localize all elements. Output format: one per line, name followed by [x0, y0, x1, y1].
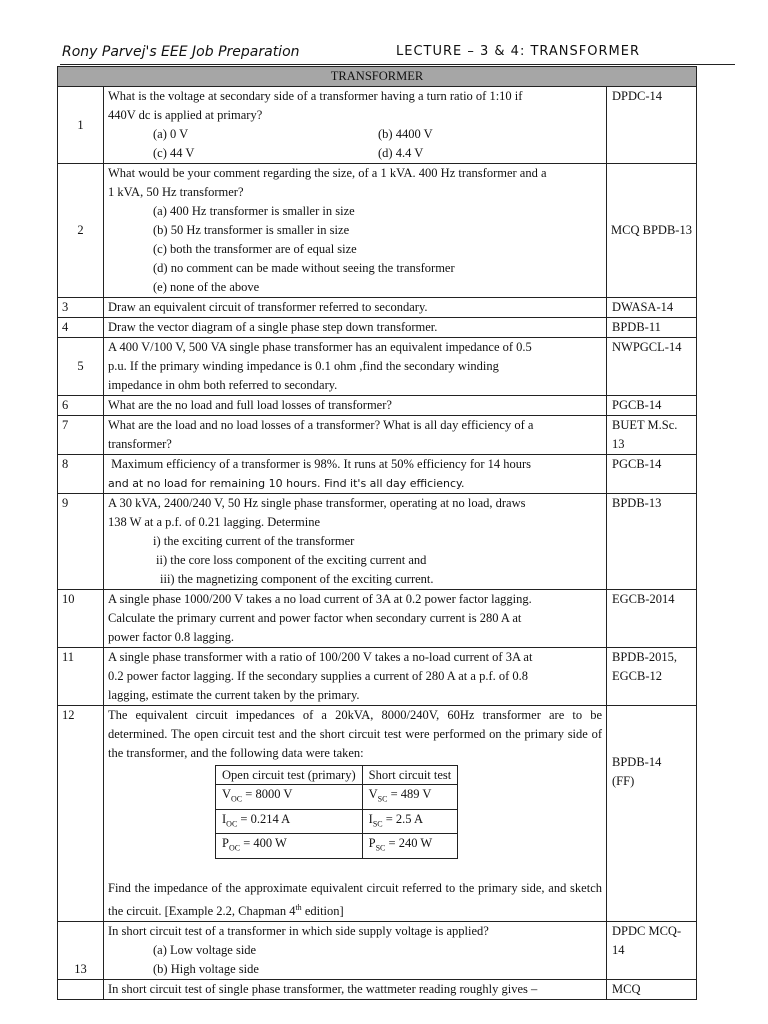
question-number: 1 [58, 87, 104, 164]
question-text [104, 338, 607, 396]
question-number: 6 [58, 396, 104, 416]
table-row [58, 87, 697, 164]
option: (d) no comment can be made without seeing the transformer [153, 261, 455, 275]
question-number [58, 979, 104, 999]
question-text [104, 494, 607, 590]
option-grid [108, 125, 602, 163]
question-text: In short circuit test of single phase transformer, the wattmeter reading roughly gives – [104, 979, 607, 999]
question-source [607, 648, 697, 706]
sub-part: i) the exciting current of the transformer [153, 534, 355, 548]
question-source: MCQ BPDB-13 [607, 164, 697, 298]
option: (a) 400 Hz transformer is smaller in size [153, 204, 355, 218]
question-source: BPDB-13 [607, 494, 697, 590]
option: (a) Low voltage side [153, 942, 257, 957]
table-title: TRANSFORMER [58, 67, 697, 87]
question-line: Calculate the primary current and power factor when secondary current is 280 A at [108, 611, 522, 625]
question-text [104, 921, 607, 979]
question-line: 138 W at a p.f. of 0.21 lagging. Determine [108, 515, 320, 529]
table-row [58, 455, 697, 494]
header-author: Rony Parvej's EEE Job Preparation [62, 44, 300, 60]
question-text [104, 590, 607, 648]
source-line: (FF) [612, 774, 635, 789]
question-line: A 30 kVA, 2400/240 V, 50 Hz single phase transformer, operating at no load, draws [108, 496, 526, 510]
question-text [104, 87, 607, 164]
sub-part: ii) the core loss component of the exciting current and [156, 553, 427, 567]
question-text: Draw an equivalent circuit of transformer referred to secondary. [104, 298, 607, 318]
question-line: impedance in ohm both referred to secondary. [108, 378, 338, 392]
question-number: 13 [58, 921, 104, 979]
question-source: PGCB-14 [607, 455, 697, 494]
question-line: 1 kVA, 50 Hz transformer? [108, 185, 244, 199]
test-cell: $I_{OC} = 0.214$ A [216, 809, 363, 834]
table-row [58, 706, 697, 922]
question-number: 4 [58, 318, 104, 338]
question-text [104, 706, 607, 922]
question-source: NWPGCL-14 [607, 338, 697, 396]
option: (c) both the transformer are of equal size [153, 242, 357, 256]
question-line: A single phase transformer with a ratio of 100/200 V takes a no-load current of 3A at [108, 650, 533, 664]
option: (b) 4400 V [378, 127, 433, 141]
table-row [58, 318, 697, 338]
question-line: A 400 V/100 V, 500 VA single phase transformer has an equivalent impedance of 0.5 [108, 340, 532, 354]
option: (c) 44 V [153, 146, 195, 160]
question-line: power factor 0.8 lagging. [108, 630, 235, 644]
source-line: BPDB-2015, [612, 650, 677, 664]
question-number: 2 [58, 164, 104, 298]
question-number: 7 [58, 416, 104, 455]
option: (e) none of the above [153, 280, 260, 294]
question-number: 9 [58, 494, 104, 590]
test-cell: $P_{OC} = 400$ W [216, 834, 363, 859]
test-header: Open circuit test (primary) [216, 766, 363, 785]
question-text [104, 648, 607, 706]
question-line: Maximum efficiency of a transformer is 98%. It runs at 50% efficiency for 14 hours [108, 457, 532, 471]
question-line: What is the voltage at secondary side of a transformer having a turn ratio of 1:10 if [108, 89, 523, 103]
table-row [58, 648, 697, 706]
test-cell: $P_{SC} = 240$ W [362, 834, 458, 859]
question-source: BPDB-11 [607, 318, 697, 338]
test-cell: $V_{OC} = 8000$ V [216, 785, 363, 810]
sub-part: iii) the magnetizing component of the exciting current. [160, 572, 434, 586]
question-line: In short circuit test of a transformer in which side supply voltage is applied? [108, 923, 489, 938]
question-number: 5 [58, 338, 104, 396]
question-source [607, 706, 697, 922]
table-row [58, 164, 697, 298]
question-source: PGCB-14 [607, 396, 697, 416]
question-text [104, 416, 607, 455]
question-number: 3 [58, 298, 104, 318]
page-header [60, 40, 735, 65]
question-source: EGCB-2014 [607, 590, 697, 648]
question-line: p.u. If the primary winding impedance is 0.1 ohm ,find the secondary winding [108, 359, 499, 373]
source-line: BPDB-14 [612, 755, 662, 770]
test-header: Short circuit test [362, 766, 458, 785]
table-title-row [58, 67, 697, 87]
question-line: What would be your comment regarding the size, of a 1 kVA. 400 Hz transformer and a [108, 166, 547, 180]
question-line: 440V dc is applied at primary? [108, 108, 263, 122]
source-line: EGCB-12 [612, 669, 662, 683]
test-data-table [215, 765, 458, 859]
test-cell: $I_{SC} = 2.5$ A [362, 809, 458, 834]
question-number: 8 [58, 455, 104, 494]
question-line: A single phase 1000/200 V takes a no load current of 3A at 0.2 power factor lagging. [108, 592, 532, 606]
question-line: What are the load and no load losses of a transformer? What is all day efficiency of a [108, 418, 534, 432]
question-intro: The equivalent circuit impedances of a 20kVA, 8000/240V, 60Hz transformer are to be determined. The open circuit test and the short circuit test were performed on the primary side of the transformer, and the following data were taken: [108, 708, 602, 760]
table-row [58, 979, 697, 999]
question-line: transformer? [108, 437, 172, 451]
question-number: 10 [58, 590, 104, 648]
table-row [58, 416, 697, 455]
option: (d) 4.4 V [378, 146, 424, 160]
table-row [58, 338, 697, 396]
question-line: and at no load for remaining 10 hours. Find it's all day efficiency. [108, 477, 465, 490]
question-line: lagging, estimate the current taken by the primary. [108, 688, 360, 702]
question-line: 0.2 power factor lagging. If the secondary supplies a current of 280 A at a p.f. of 0.8 [108, 669, 529, 683]
table-row [58, 590, 697, 648]
question-text: Draw the vector diagram of a single phase step down transformer. [104, 318, 607, 338]
header-lecture-title: LECTURE – 3 & 4: TRANSFORMER [396, 44, 640, 59]
test-cell: $V_{SC} = 489$ V [362, 785, 458, 810]
question-text [104, 164, 607, 298]
question-number: 12 [58, 706, 104, 922]
table-row [58, 494, 697, 590]
table-row [58, 298, 697, 318]
table-row [58, 921, 697, 979]
option: (b) High voltage side [153, 961, 259, 976]
question-source: DWASA-14 [607, 298, 697, 318]
table-row [58, 396, 697, 416]
question-source: DPDC MCQ-14 [607, 921, 697, 979]
question-number: 11 [58, 648, 104, 706]
question-source: DPDC-14 [607, 87, 697, 164]
option: (b) 50 Hz transformer is smaller in size [153, 223, 350, 237]
question-source: MCQ [607, 979, 697, 999]
question-outro: Find the impedance of the approximate equivalent circuit referred to the primary side, and sketch the circuit. [Example 2.2, Chapman 4th edition] [108, 880, 602, 918]
question-table [57, 66, 697, 1000]
question-text: What are the no load and full load losses of transformer? [104, 396, 607, 416]
question-text [104, 455, 607, 494]
question-source: BUET M.Sc. 13 [607, 416, 697, 455]
option: (a) 0 V [153, 127, 189, 141]
